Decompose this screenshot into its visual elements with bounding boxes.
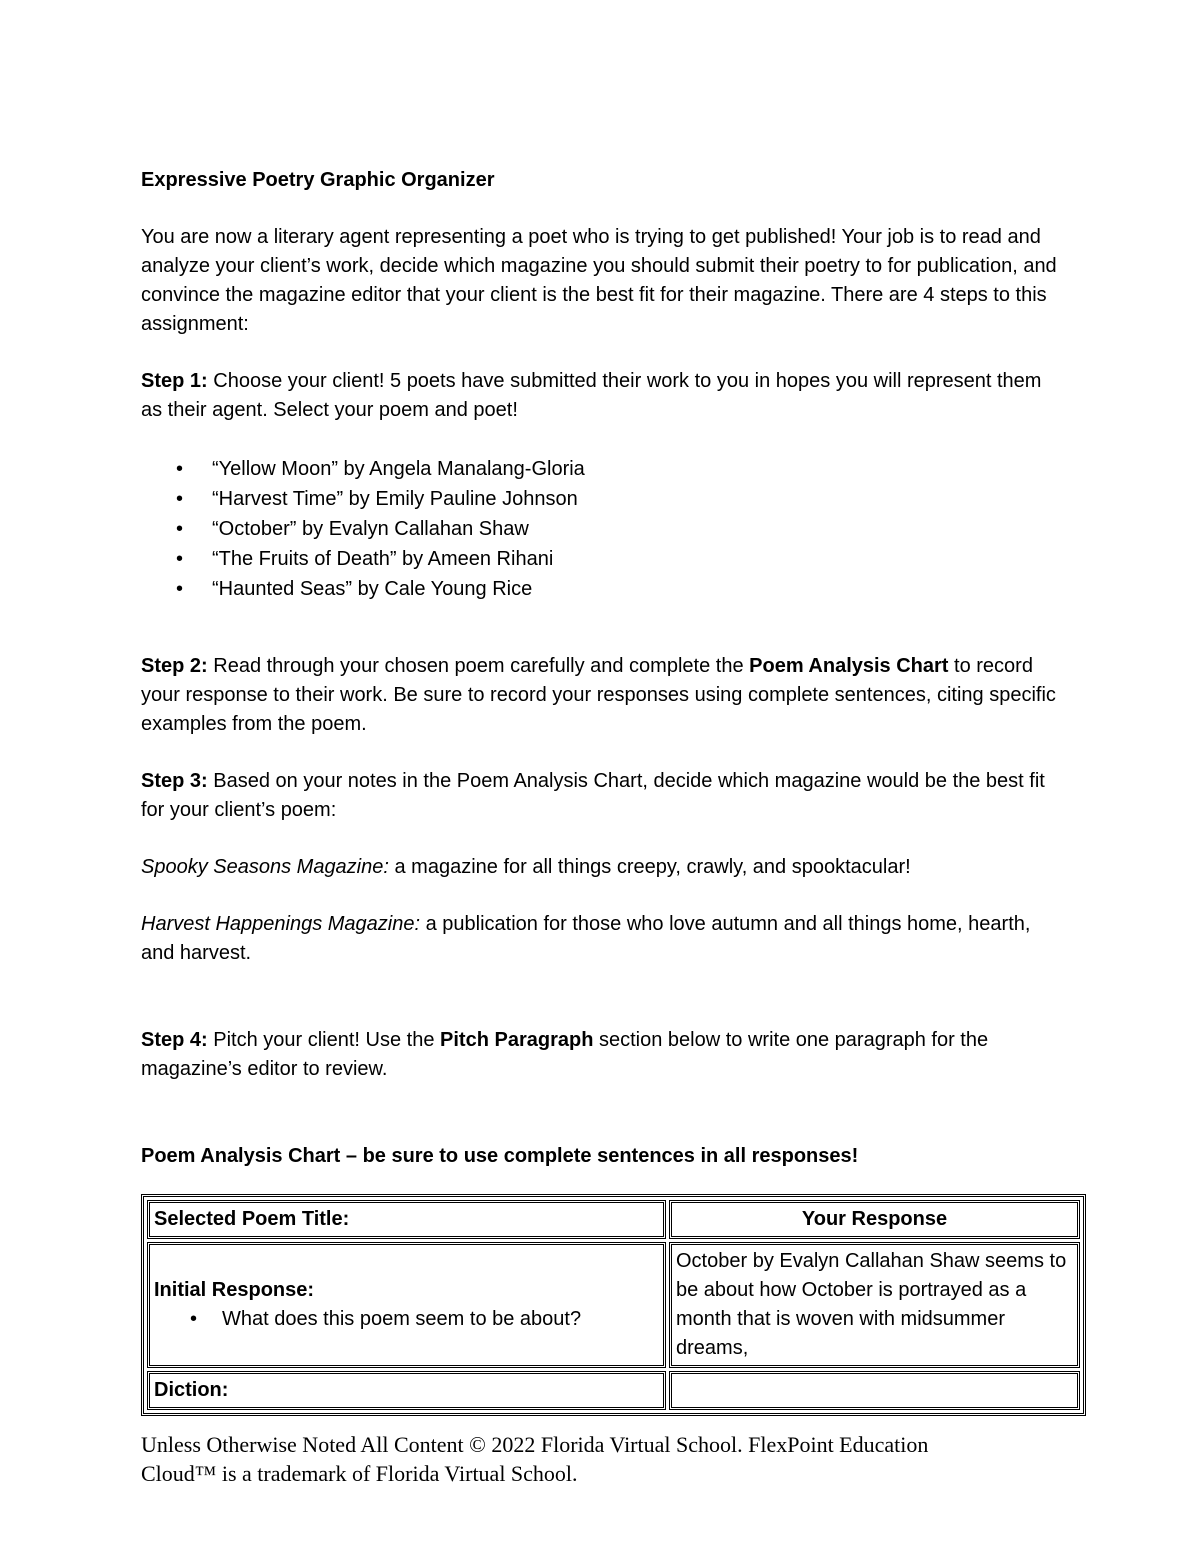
- initial-response-prompt: [154, 1305, 659, 1334]
- step4-paragraph: [141, 1026, 1061, 1084]
- bullet-icon: •: [176, 578, 184, 600]
- initial-response-question: What does this poem seem to be about?: [222, 1308, 582, 1330]
- initial-response-answer[interactable]: October by Evalyn Callahan Shaw seems to be about how October is portrayed as a month that is woven with midsummer dreams,: [676, 1250, 1067, 1359]
- diction-label: Diction:: [154, 1379, 229, 1401]
- step1-paragraph: [141, 367, 1061, 425]
- intro-paragraph: You are now a literary agent representing a poet who is trying to get published! Your job is to read and analyze your client’s work, decide which magazine you should submit their poetry to for publication, and convince the magazine editor that your client is the best fit for their magazine. There are 4 steps to this assignment:: [141, 226, 1057, 335]
- magazine-spooky-desc: a magazine for all things creepy, crawly, and spooktacular!: [394, 856, 911, 878]
- bullet-icon: •: [176, 458, 184, 480]
- copyright-footer: [141, 1430, 1041, 1488]
- bullet-icon: •: [176, 548, 184, 570]
- chart-heading: Poem Analysis Chart – be sure to use complete sentences in all responses!: [141, 1145, 859, 1167]
- magazine-harvest-desc: a publication for those who love autumn and all things home, hearth, and harvest.: [141, 913, 1031, 964]
- step2-label: Step 2:: [141, 655, 208, 677]
- magazine-spooky: [141, 853, 1061, 882]
- step4-bold: Pitch Paragraph: [440, 1029, 594, 1051]
- bullet-icon: •: [176, 518, 184, 540]
- your-response-label: Your Response: [801, 1208, 948, 1230]
- magazine-harvest: [141, 910, 1061, 968]
- step2-text-a: Read through your chosen poem carefully and complete the: [213, 655, 744, 677]
- magazine-spooky-name: Spooky Seasons Magazine:: [141, 856, 389, 878]
- list-item: [141, 574, 1061, 604]
- poem-option: “Harvest Time” by Emily Pauline Johnson: [212, 488, 578, 510]
- initial-response-cell: [147, 1242, 666, 1368]
- step4-label: Step 4:: [141, 1029, 208, 1051]
- diction-cell: [147, 1371, 666, 1410]
- step1-label: Step 1:: [141, 370, 208, 392]
- footer-line-2: Cloud™ is a trademark of Florida Virtual School.: [141, 1461, 578, 1486]
- step2-bold: Poem Analysis Chart: [749, 655, 949, 677]
- magazine-harvest-name: Harvest Happenings Magazine:: [141, 913, 421, 935]
- poem-list: [141, 454, 1061, 604]
- poem-option: “October” by Evalyn Callahan Shaw: [212, 518, 529, 540]
- poem-option: “Yellow Moon” by Angela Manalang-Gloria: [212, 458, 585, 480]
- step3-text: Based on your notes in the Poem Analysis Chart, decide which magazine would be the best fit for your client’s poem:: [141, 770, 1045, 821]
- step4-text-b: section below to write one paragraph for the magazine’s editor to review.: [141, 1029, 989, 1080]
- header-cell-left: [147, 1200, 666, 1239]
- footer-line-1: Unless Otherwise Noted All Content © 2022 Florida Virtual School. FlexPoint Education: [141, 1432, 929, 1457]
- diction-answer-cell[interactable]: [669, 1371, 1080, 1410]
- initial-response-label: Initial Response:: [154, 1279, 315, 1301]
- document-title: Expressive Poetry Graphic Organizer: [141, 169, 495, 191]
- step2-paragraph: [141, 652, 1061, 739]
- list-item: [141, 544, 1061, 574]
- step4-text-a: Pitch your client! Use the: [213, 1029, 435, 1051]
- list-item: [141, 454, 1061, 484]
- initial-response-answer-cell[interactable]: [669, 1242, 1080, 1368]
- list-item: [141, 514, 1061, 544]
- selected-poem-title-label: Selected Poem Title:: [154, 1208, 350, 1230]
- step2-text-b: to record your response to their work. Be sure to record your responses using complete sentences, citing specific examples from the poem.: [141, 655, 1056, 735]
- header-cell-right: [669, 1200, 1080, 1239]
- list-item: [141, 484, 1061, 514]
- document-body: [141, 166, 1061, 1171]
- poem-analysis-table: [141, 1194, 1086, 1416]
- bullet-icon: •: [176, 488, 184, 510]
- bullet-icon: •: [190, 1308, 198, 1330]
- table-row: [147, 1242, 1080, 1368]
- table-row: [147, 1371, 1080, 1410]
- step3-paragraph: [141, 767, 1061, 825]
- poem-option: “The Fruits of Death” by Ameen Rihani: [212, 548, 554, 570]
- step3-label: Step 3:: [141, 770, 208, 792]
- poem-option: “Haunted Seas” by Cale Young Rice: [212, 578, 533, 600]
- step1-text: Choose your client! 5 poets have submitted their work to you in hopes you will represent them as their agent. Select your poem and poet!: [141, 370, 1042, 421]
- table-row: [147, 1200, 1080, 1239]
